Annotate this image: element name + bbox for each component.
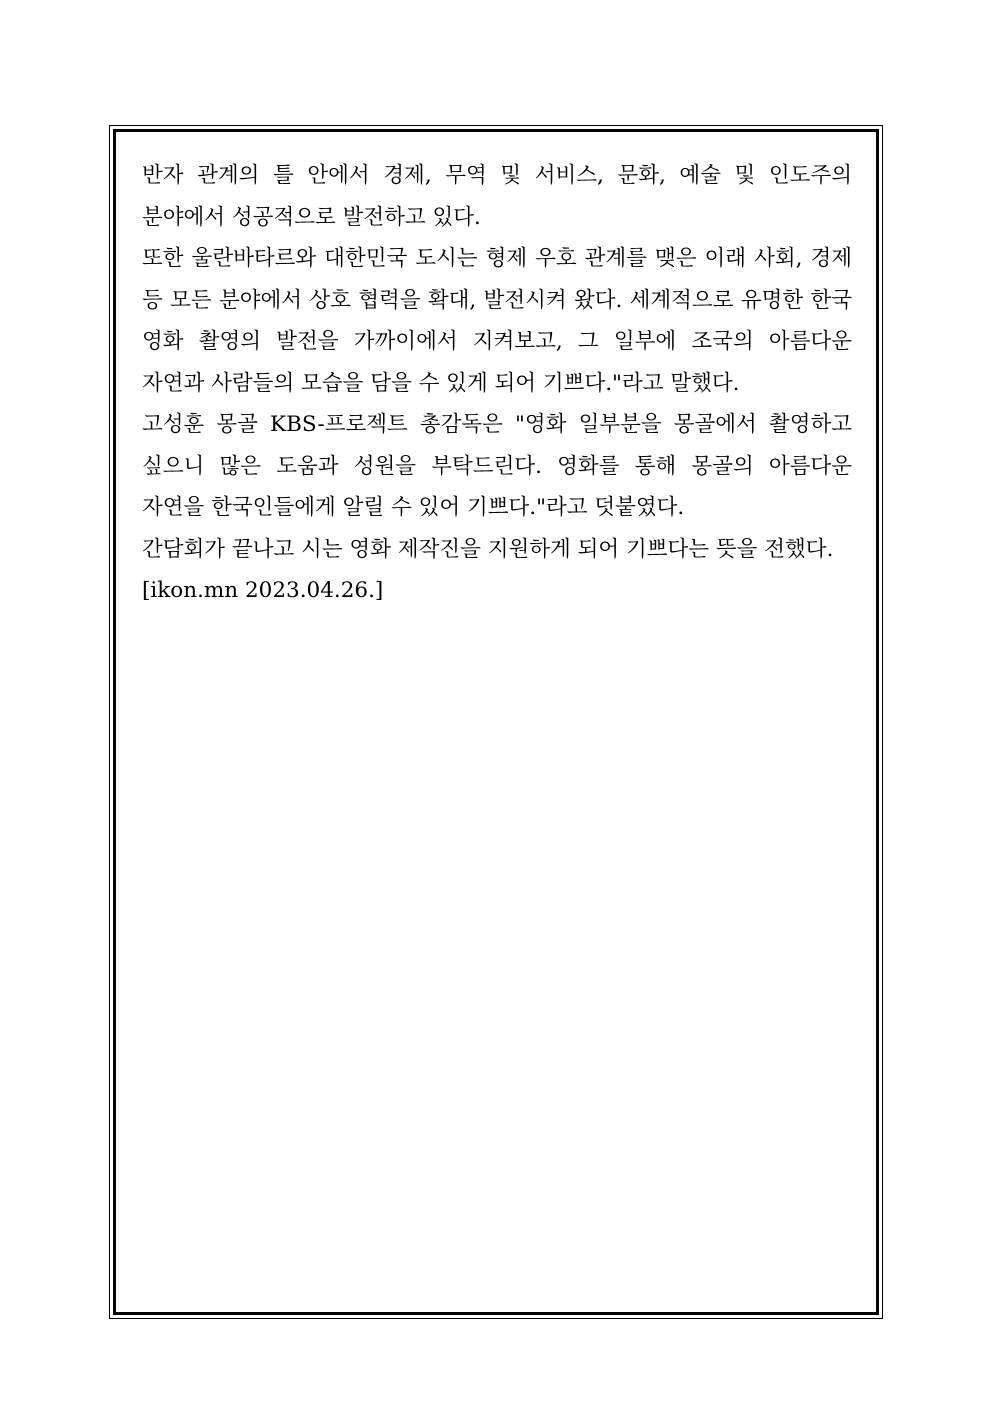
paragraph-director-quote: 고성훈 몽골 KBS-프로젝트 총감독은 "영화 일부분을 몽골에서 촬영하고 싶으니 많은 도움과 성원을 부탁드린다. 영화를 통해 몽골의 아름다운 자연을 한국인들에게 알릴 수 있어 기쁘다."라고 덧붙였다. — [142, 412, 852, 520]
source-citation: [ikon.mn 2023.04.26.] — [142, 578, 384, 603]
paragraph-partnership: 반자 관계의 틀 안에서 경제, 무역 및 서비스, 문화, 예술 및 인도주의 분야에서 성공적으로 발전하고 있다. — [142, 163, 852, 230]
paragraph-ulaanbaatar-quote: 또한 울란바타르와 대한민국 도시는 형제 우호 관계를 맺은 이래 사회, 경제 등 모든 분야에서 상호 협력을 확대, 발전시켜 왔다. 세계적으로 유명한 한국 영화 촬영의 발전을 가까이에서 지켜보고, 그 일부에 조국의 아름다운 자연과 사람들의 모습을 담을 수 있게 되어 기쁘다."라고 말했다. — [142, 246, 852, 396]
paragraph-meeting-end: 간담회가 끝나고 시는 영화 제작진을 지원하게 되어 기쁘다는 뜻을 전했다. — [142, 536, 834, 562]
article-body — [142, 155, 852, 612]
